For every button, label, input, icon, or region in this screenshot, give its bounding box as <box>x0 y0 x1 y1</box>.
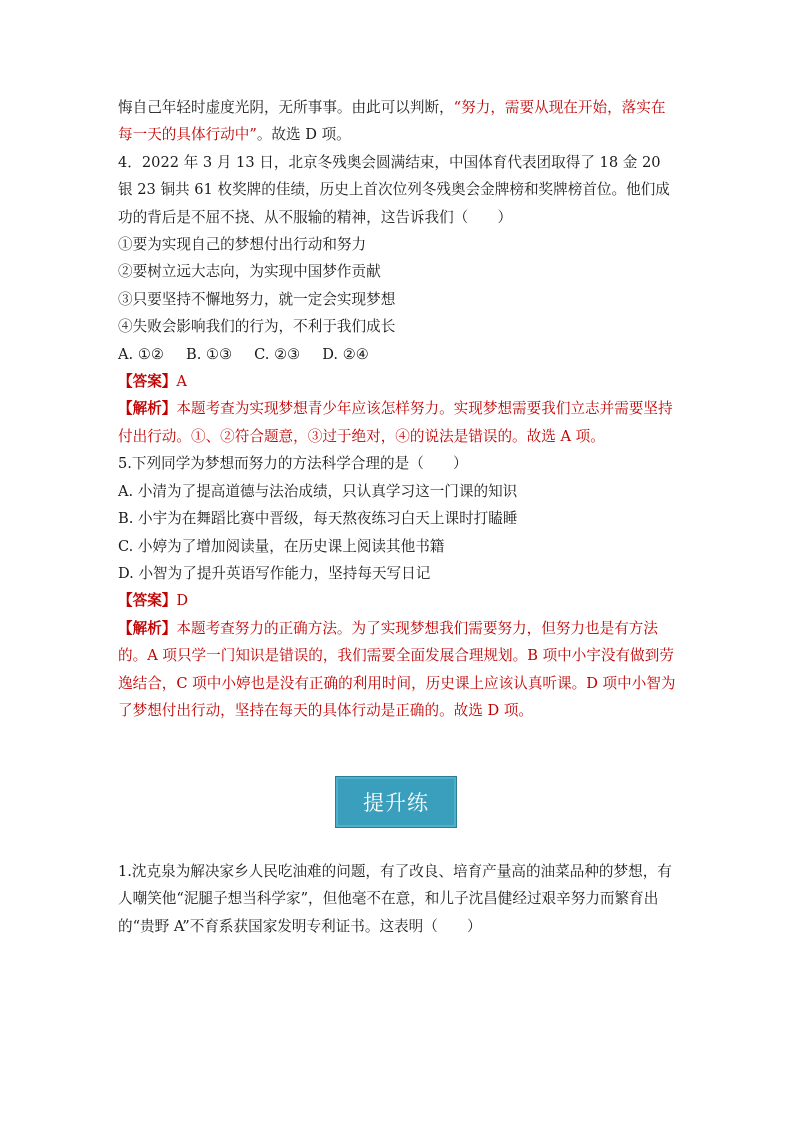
analysis-text: 本题考查努力的正确方法。为了实现梦想我们需要努力，但努力也是有方法的。A 项只学一门知识是错误的，我们需要全面发展合理规划。B 项中小宇没有做到劳逸结合，C 项中小婷也是没有正确的利用时间，历史课上应该认真听课。D 项中小智为了梦想付出行动，坚持在每天的具体行动是正确的。故选 D 项。 <box>118 619 676 719</box>
question-5-stem: 5.下列同学为梦想而努力的方法科学合理的是（ ） <box>118 455 468 473</box>
analysis-tag: 【解析】 <box>118 400 177 418</box>
question-4-stem: 4．2022 年 3 月 13 日，北京冬残奥会圆满结束，中国体育代表团取得了 18 金 20 银 23 铜共 61 枚奖牌的佳绩，历史上首次位列冬残奥会金牌榜和奖牌榜首位。他们成功的背后是不屈不挠、从不服输的精神，这告诉我们（ ） <box>118 153 670 226</box>
question-4-option-b: B. ①③ <box>185 345 233 363</box>
intro-paragraph <box>118 94 678 149</box>
next-question-area <box>118 858 678 940</box>
question-5-option-a: A. 小清为了提高道德与法治成绩，只认真学习这一门课的知识 <box>118 482 518 500</box>
question-4-analysis <box>118 395 678 450</box>
question-4-option-c: C. ②③ <box>254 345 301 363</box>
question-4-statement-4: ④失败会影响我们的行为，不利于我们成长 <box>118 318 396 336</box>
content-area <box>118 94 678 724</box>
intro-quote: “努力，需要从现在开始，落实在每一天的具体行动中” <box>118 99 666 144</box>
question-4-options <box>118 341 678 368</box>
answer-value: A <box>176 373 187 391</box>
section-title: 提升练 <box>363 791 429 815</box>
intro-text-a: 悔自己年轻时虚度光阴，无所事事。由此可以判断， <box>118 99 454 116</box>
question-4-statement-3: ③只要坚持不懈地努力，就一定会实现梦想 <box>118 290 396 308</box>
analysis-text: 本题考查为实现梦想青少年应该怎样努力。实现梦想需要我们立志并需要坚持付出行动。①、②符合题意，③过于绝对，④的说法是错误的。故选 A 项。 <box>118 400 673 445</box>
question-5-option-c: C. 小婷为了增加阅读量，在历史课上阅读其他书籍 <box>118 537 445 555</box>
answer-tag: 【答案】 <box>118 373 177 391</box>
answer-tag: 【答案】 <box>118 592 177 610</box>
answer-value: D <box>176 592 189 610</box>
section-banner <box>335 776 457 828</box>
question-5-analysis <box>118 615 678 725</box>
question-4-option-d: D. ②④ <box>322 345 369 363</box>
next-question-stem: 1.沈克泉为解决家乡人民吃油难的问题，有了改良、培育产量高的油菜品种的梦想，有人嘲笑他“泥腿子想当科学家”，但他毫不在意，和儿子沈昌健经过艰辛努力而繁育出的“贵野 A”不育系获国家发明专利证书。这表明（ ） <box>118 863 672 935</box>
question-5-answer <box>118 587 678 614</box>
question-4-option-a: A. ①② <box>118 345 164 363</box>
question-4-statement-1: ①要为实现自己的梦想付出行动和努力 <box>118 236 367 254</box>
analysis-tag: 【解析】 <box>118 619 177 637</box>
question-4-answer <box>118 368 678 395</box>
question-5-option-b: B. 小宇为在舞蹈比赛中晋级，每天熬夜练习白天上课时打瞌睡 <box>118 510 518 528</box>
question-4-statement-2: ②要树立远大志向，为实现中国梦作贡献 <box>118 263 381 281</box>
question-5-option-d: D. 小智为了提升英语写作能力，坚持每天写日记 <box>118 564 431 582</box>
intro-text-b: 。故选 D 项。 <box>256 126 351 144</box>
